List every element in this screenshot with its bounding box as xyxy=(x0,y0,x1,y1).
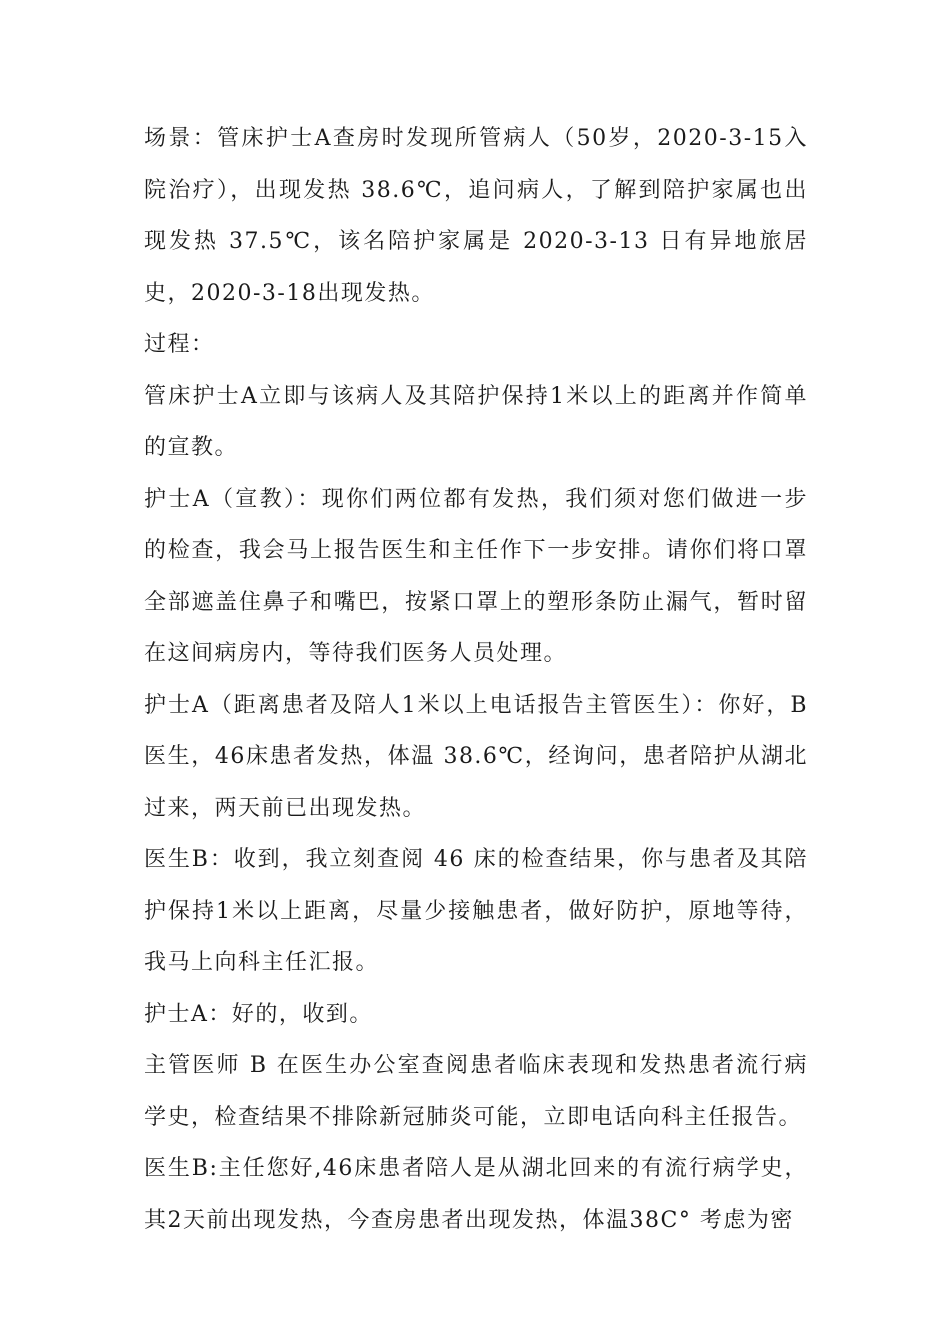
paragraph-nurse-action: 管床护士A立即与该病人及其陪护保持1米以上的距离并作简单的宣教。 xyxy=(144,383,808,460)
document-body xyxy=(144,113,808,1246)
paragraph-scenario: 场景：管床护士A查房时发现所管病人（50岁，2020-3-15入院治疗），出现发热 38.6℃，追问病人，了解到陪护家属也出现发热 37.5℃，该名陪护家属是 2020-3-13 日有异地旅居史，2020-3-18出现发热。 xyxy=(144,126,808,306)
paragraph-doctor-call: 医生B:主任您好,46床患者陪人是从湖北回来的有流行病学史，其2天前出现发热，今查房患者出现发热，体温38C° 考虑为密 xyxy=(144,1156,808,1233)
paragraph-nurse-report: 护士A（距离患者及陪人1米以上电话报告主管医生）：你好，B医生，46床患者发热，体温 38.6℃，经询问，患者陪护从湖北过来，两天前已出现发热。 xyxy=(144,692,808,821)
paragraph-doctor-reply: 医生B：收到，我立刻查阅 46 床的检查结果，你与患者及其陪护保持1米以上距离，尽量少接触患者，做好防护，原地等待，我马上向科主任汇报。 xyxy=(144,847,808,975)
paragraph-nurse-ack: 护士A：好的，收到。 xyxy=(144,1001,373,1027)
paragraph-doctor-review: 主管医师 B 在医生办公室查阅患者临床表现和发热患者流行病学史，检查结果不排除新冠肺炎可能，立即电话向科主任报告。 xyxy=(144,1053,808,1130)
paragraph-nurse-education: 护士A（宣教）：现你们两位都有发热，我们须对您们做进一步的检查，我会马上报告医生和主任作下一步安排。请你们将口罩全部遮盖住鼻子和嘴巴，按紧口罩上的塑形条防止漏气，暂时留在这间病房内，等待我们医务人员处理。 xyxy=(144,486,808,666)
paragraph-process-heading: 过程： xyxy=(144,332,215,357)
